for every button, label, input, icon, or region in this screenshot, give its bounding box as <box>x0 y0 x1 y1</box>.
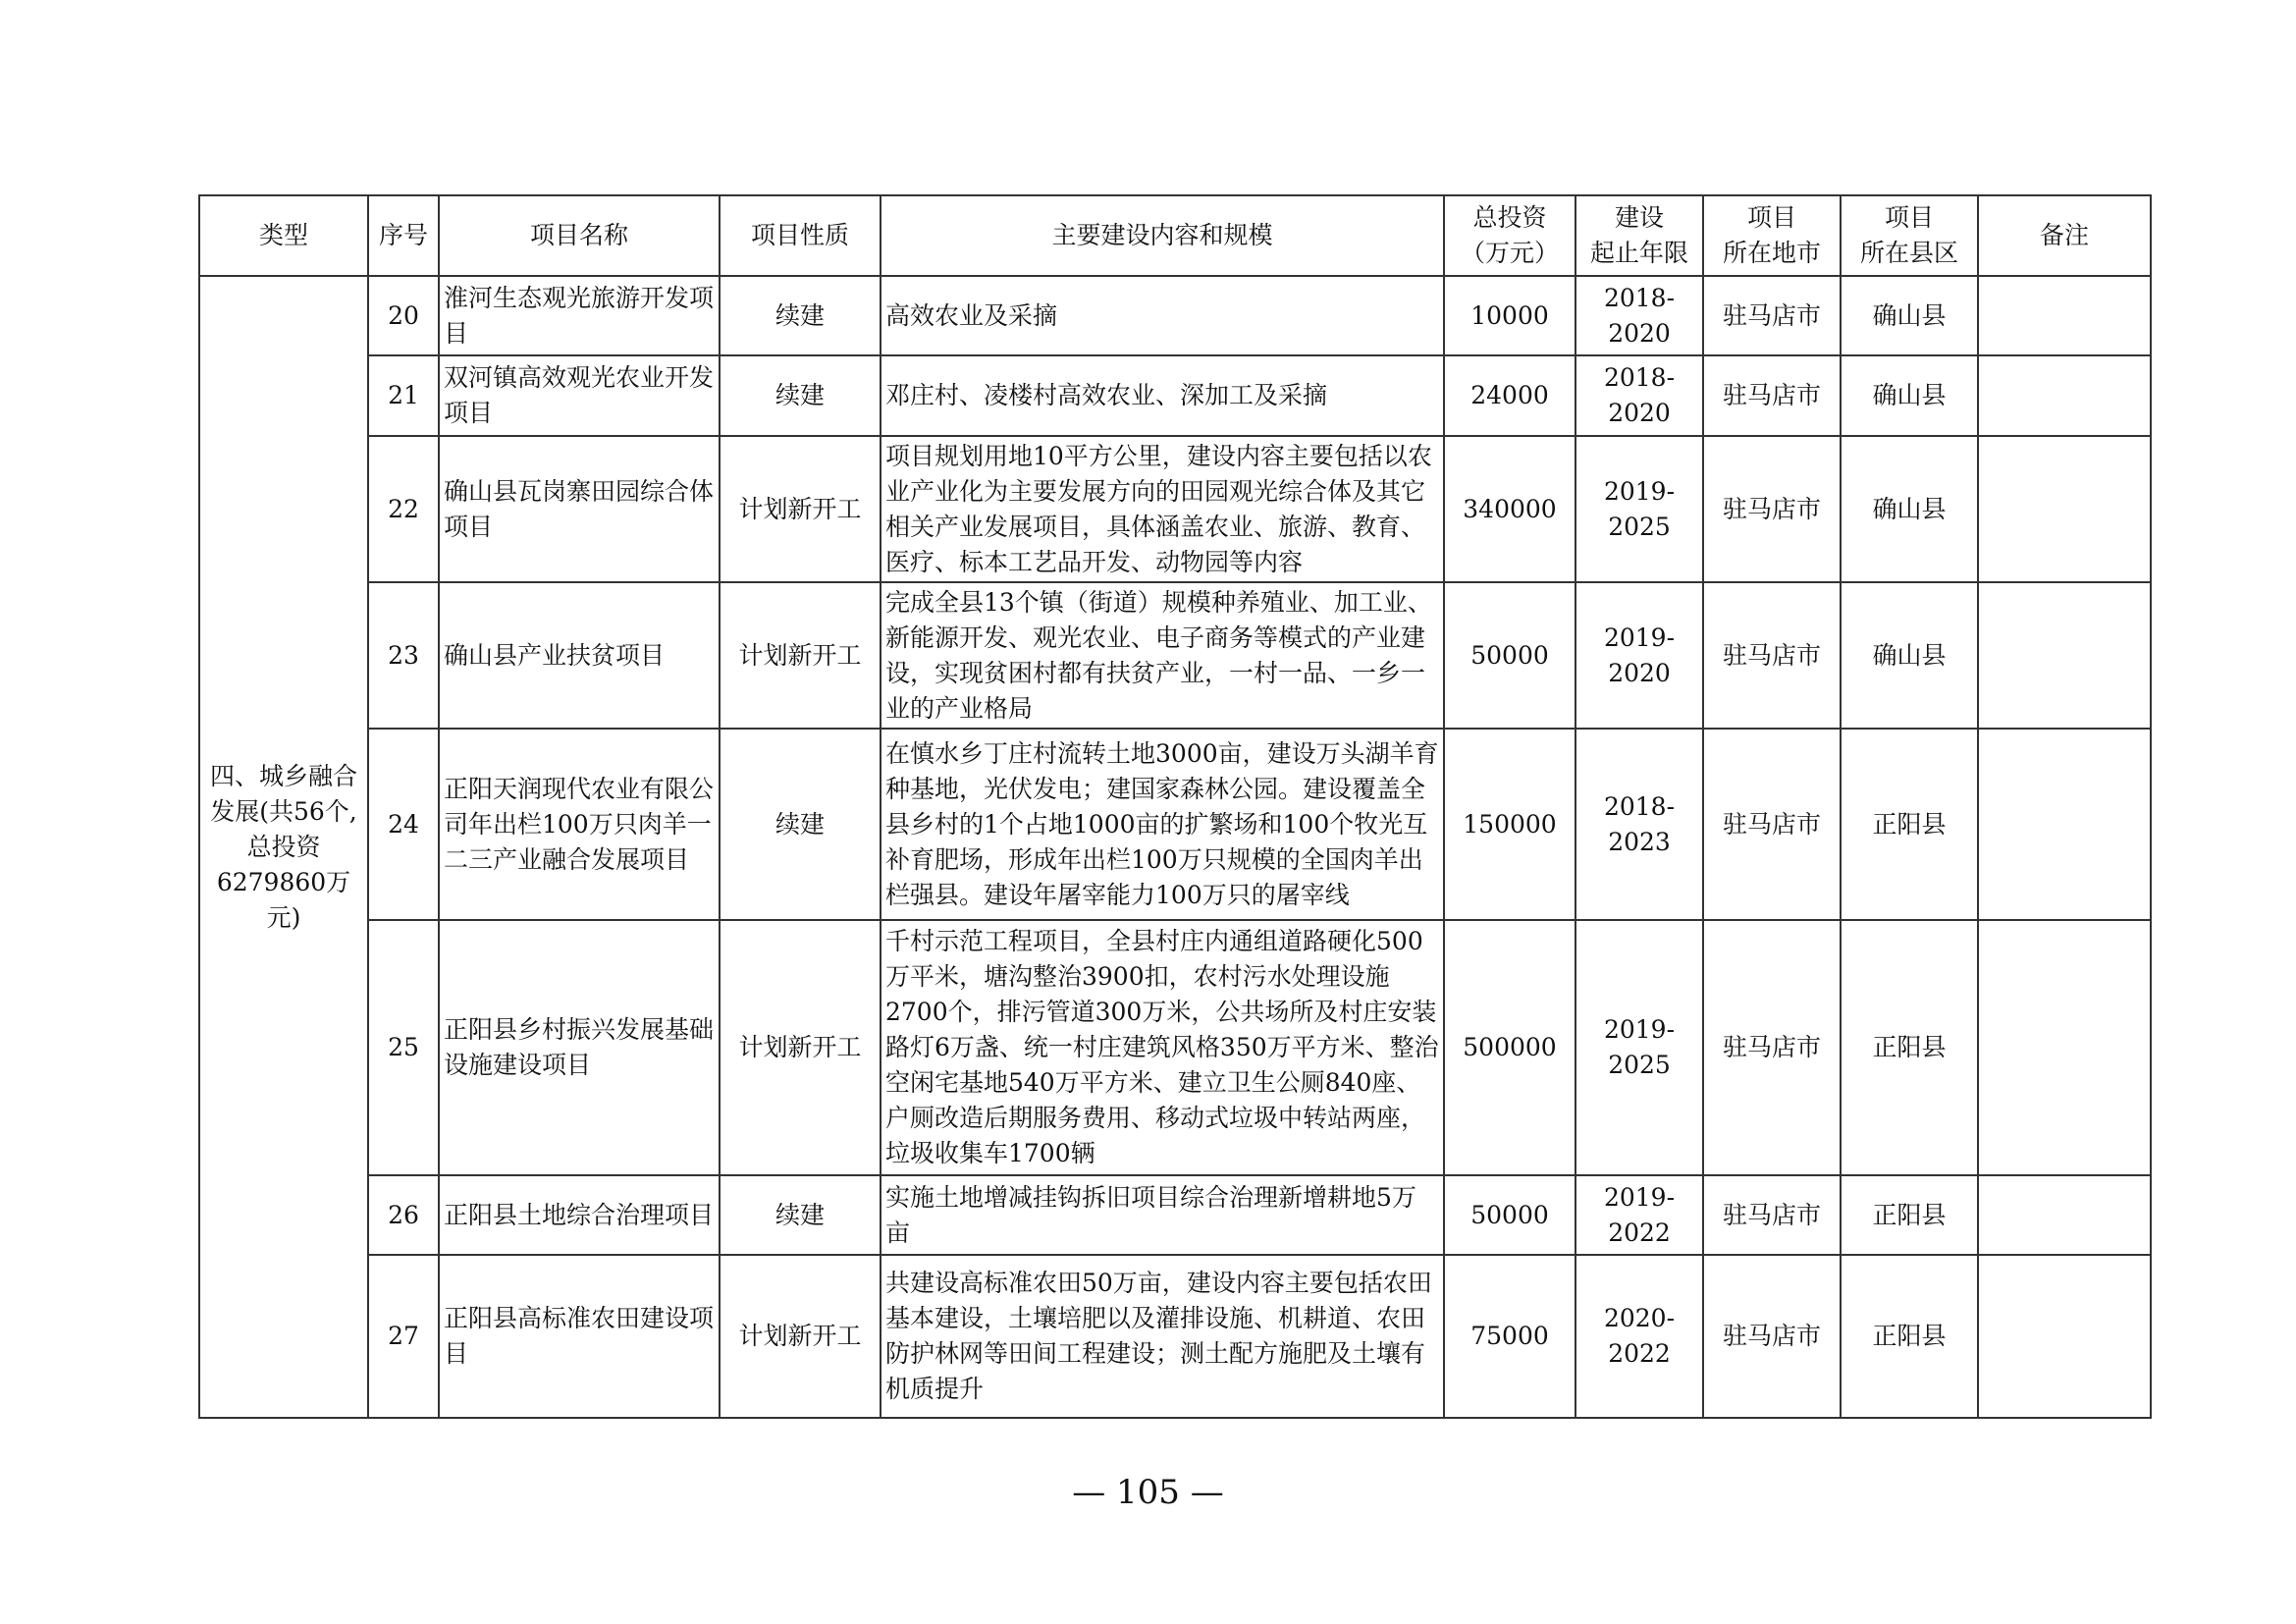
remark-cell <box>1978 1255 2151 1418</box>
seq-cell: 21 <box>368 355 439 436</box>
content-cell: 在慎水乡丁庄村流转土地3000亩，建设万头湖羊育种基地，光伏发电；建国家森林公园。建设覆盖全县乡村的1个占地1000亩的扩繁场和100个牧光互补育肥场，形成年出栏100万只规模的全国肉羊出栏强县。建设年屠宰能力100万只的屠宰线 <box>881 729 1444 920</box>
header-row <box>199 195 2151 276</box>
header-seq: 序号 <box>368 195 439 276</box>
seq-cell: 20 <box>368 276 439 355</box>
content-cell: 千村示范工程项目，全县村庄内通组道路硬化500万平米，塘沟整治3900扣，农村污水处理设施2700个，排污管道300万米，公共场所及村庄安装路灯6万盏、统一村庄建筑风格350万平方米、整治空闲宅基地540万平方米、建立卫生公厕840座、户厕改造后期服务费用、移动式垃圾中转站两座，垃圾收集车1700辆 <box>881 920 1444 1175</box>
invest-cell: 50000 <box>1444 1175 1575 1255</box>
name-cell: 正阳县高标准农田建设项目 <box>439 1255 720 1418</box>
remark-cell <box>1978 582 2151 729</box>
period-cell: 2019-2025 <box>1575 436 1703 582</box>
header-type: 类型 <box>199 195 368 276</box>
invest-cell: 50000 <box>1444 582 1575 729</box>
content-cell: 完成全县13个镇（街道）规模种养殖业、加工业、新能源开发、观光农业、电子商务等模式的产业建设，实现贫困村都有扶贫产业，一村一品、一乡一业的产业格局 <box>881 582 1444 729</box>
city-cell: 驻马店市 <box>1703 582 1841 729</box>
period-cell: 2018-2020 <box>1575 355 1703 436</box>
header-content: 主要建设内容和规模 <box>881 195 1444 276</box>
remark-cell <box>1978 920 2151 1175</box>
period-cell: 2019-2022 <box>1575 1175 1703 1255</box>
county-cell: 确山县 <box>1841 582 1978 729</box>
nature-cell: 计划新开工 <box>720 1255 881 1418</box>
city-cell: 驻马店市 <box>1703 920 1841 1175</box>
page-number: — 105 — <box>1072 1473 1224 1512</box>
city-cell: 驻马店市 <box>1703 355 1841 436</box>
table-row <box>199 920 2151 1175</box>
invest-cell: 24000 <box>1444 355 1575 436</box>
header-county: 项目 所在县区 <box>1841 195 1978 276</box>
name-cell: 正阳县土地综合治理项目 <box>439 1175 720 1255</box>
seq-cell: 25 <box>368 920 439 1175</box>
city-cell: 驻马店市 <box>1703 1255 1841 1418</box>
nature-cell: 续建 <box>720 729 881 920</box>
table-row <box>199 436 2151 582</box>
period-cell: 2018-2020 <box>1575 276 1703 355</box>
period-cell: 2019-2020 <box>1575 582 1703 729</box>
table-row <box>199 1255 2151 1418</box>
seq-cell: 27 <box>368 1255 439 1418</box>
county-cell: 确山县 <box>1841 355 1978 436</box>
nature-cell: 续建 <box>720 1175 881 1255</box>
period-cell: 2020-2022 <box>1575 1255 1703 1418</box>
county-cell: 正阳县 <box>1841 1175 1978 1255</box>
period-cell: 2018-2023 <box>1575 729 1703 920</box>
invest-cell: 340000 <box>1444 436 1575 582</box>
invest-cell: 75000 <box>1444 1255 1575 1418</box>
category-cell: 四、城乡融合发展(共56个,总投资6279860万元) <box>199 276 368 1418</box>
content-cell: 实施土地增减挂钩拆旧项目综合治理新增耕地5万亩 <box>881 1175 1444 1255</box>
remark-cell <box>1978 729 2151 920</box>
county-cell: 确山县 <box>1841 276 1978 355</box>
content-cell: 共建设高标准农田50万亩，建设内容主要包括农田基本建设，土壤培肥以及灌排设施、机耕道、农田防护林网等田间工程建设；测土配方施肥及土壤有机质提升 <box>881 1255 1444 1418</box>
city-cell: 驻马店市 <box>1703 436 1841 582</box>
header-remark: 备注 <box>1978 195 2151 276</box>
seq-cell: 23 <box>368 582 439 729</box>
seq-cell: 26 <box>368 1175 439 1255</box>
content-cell: 邓庄村、凌楼村高效农业、深加工及采摘 <box>881 355 1444 436</box>
table-row <box>199 355 2151 436</box>
nature-cell: 计划新开工 <box>720 920 881 1175</box>
header-period: 建设 起止年限 <box>1575 195 1703 276</box>
table-row <box>199 729 2151 920</box>
name-cell: 正阳天润现代农业有限公司年出栏100万只肉羊一二三产业融合发展项目 <box>439 729 720 920</box>
county-cell: 正阳县 <box>1841 1255 1978 1418</box>
city-cell: 驻马店市 <box>1703 729 1841 920</box>
table-row <box>199 276 2151 355</box>
name-cell: 正阳县乡村振兴发展基础设施建设项目 <box>439 920 720 1175</box>
county-cell: 正阳县 <box>1841 729 1978 920</box>
seq-cell: 24 <box>368 729 439 920</box>
county-cell: 正阳县 <box>1841 920 1978 1175</box>
header-name: 项目名称 <box>439 195 720 276</box>
nature-cell: 续建 <box>720 355 881 436</box>
nature-cell: 计划新开工 <box>720 436 881 582</box>
remark-cell <box>1978 276 2151 355</box>
table-row <box>199 1175 2151 1255</box>
city-cell: 驻马店市 <box>1703 1175 1841 1255</box>
seq-cell: 22 <box>368 436 439 582</box>
name-cell: 确山县瓦岗寨田园综合体项目 <box>439 436 720 582</box>
table-row <box>199 582 2151 729</box>
name-cell: 淮河生态观光旅游开发项目 <box>439 276 720 355</box>
city-cell: 驻马店市 <box>1703 276 1841 355</box>
header-nature: 项目性质 <box>720 195 881 276</box>
header-city: 项目 所在地市 <box>1703 195 1841 276</box>
remark-cell <box>1978 355 2151 436</box>
county-cell: 确山县 <box>1841 436 1978 582</box>
nature-cell: 续建 <box>720 276 881 355</box>
invest-cell: 150000 <box>1444 729 1575 920</box>
invest-cell: 500000 <box>1444 920 1575 1175</box>
content-cell: 项目规划用地10平方公里，建设内容主要包括以农业产业化为主要发展方向的田园观光综合体及其它相关产业发展项目，具体涵盖农业、旅游、教育、医疗、标本工艺品开发、动物园等内容 <box>881 436 1444 582</box>
header-invest: 总投资 （万元） <box>1444 195 1575 276</box>
content-cell: 高效农业及采摘 <box>881 276 1444 355</box>
invest-cell: 10000 <box>1444 276 1575 355</box>
nature-cell: 计划新开工 <box>720 582 881 729</box>
project-table <box>198 194 2152 1419</box>
remark-cell <box>1978 436 2151 582</box>
name-cell: 确山县产业扶贫项目 <box>439 582 720 729</box>
period-cell: 2019-2025 <box>1575 920 1703 1175</box>
remark-cell <box>1978 1175 2151 1255</box>
name-cell: 双河镇高效观光农业开发项目 <box>439 355 720 436</box>
